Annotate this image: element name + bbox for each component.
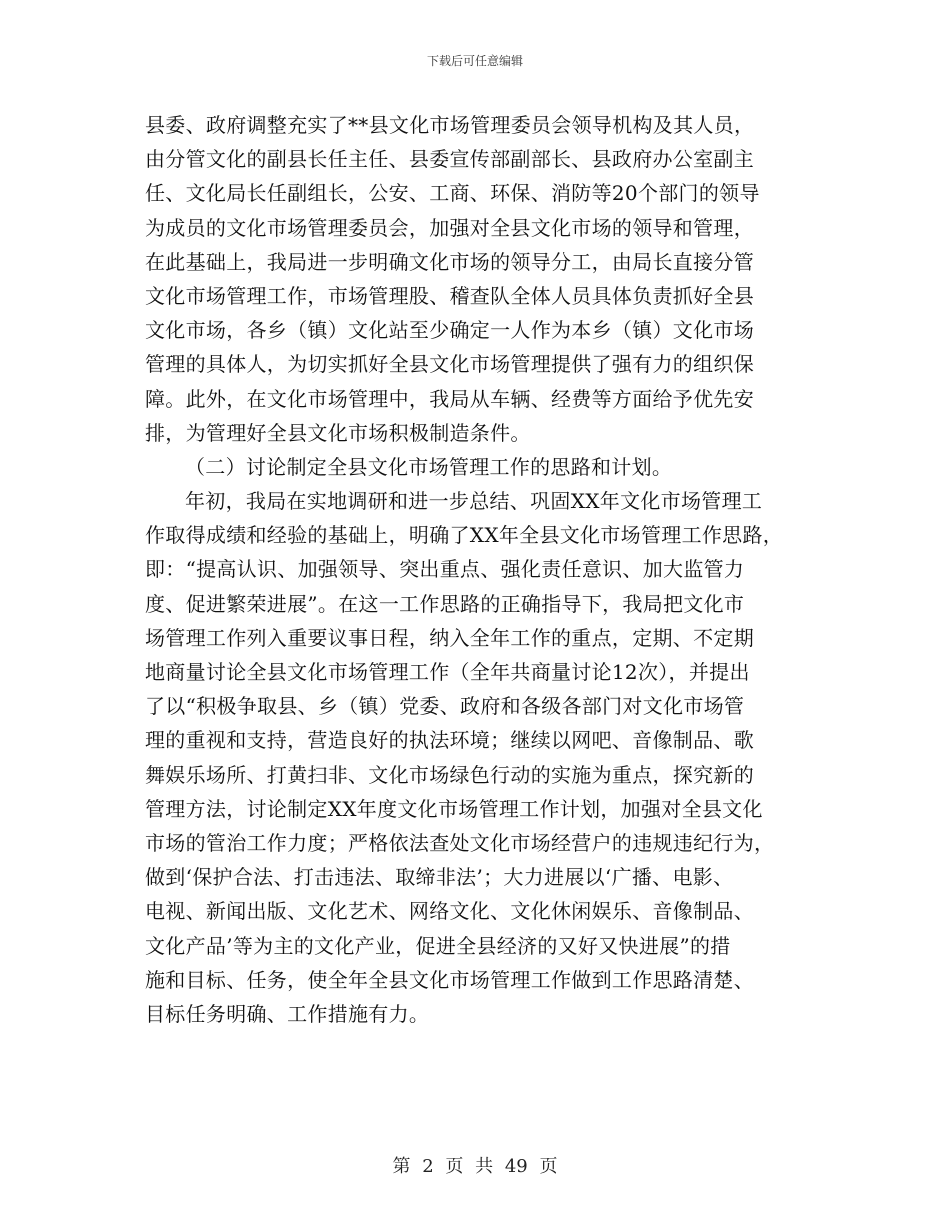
text-line: 管理方法，讨论制定XX年度文化市场管理工作计划，加强对全县文化	[145, 796, 763, 821]
text-line: 排，为管理好全县文化市场积极制造条件。	[145, 420, 531, 445]
text-line: 文化市场，各乡（镇）文化站至少确定一人作为本乡（镇）文化市场	[145, 318, 754, 343]
text-line: 舞娱乐场所、打黄扫非、文化市场绿色行动的实施为重点，探究新的	[145, 762, 754, 787]
text-line: 管理的具体人，为切实抓好全县文化市场管理提供了强有力的组织保	[145, 352, 754, 377]
text-line: 为成员的文化市场管理委员会，加强对全县文化市场的领导和管理，	[145, 215, 754, 240]
text-line: 文化市场管理工作，市场管理股、稽查队全体人员具体负责抓好全县	[145, 283, 754, 308]
text-line: 年初，我局在实地调研和进一步总结、巩固XX年文化市场管理工	[185, 489, 763, 514]
text-line: 市场的管治工作力度；严格依法查处文化市场经营户的违规违纪行为，	[145, 830, 775, 855]
text-line: 理的重视和支持，营造良好的执法环境；继续以网吧、音像制品、歌	[145, 728, 754, 753]
text-line: 度、促进繁荣进展”。在这一工作思路的正确指导下，我局把文化市	[145, 591, 745, 616]
text-line: 地商量讨论全县文化市场管理工作（全年共商量讨论12次），并提出	[145, 660, 750, 684]
text-line: 场管理工作列入重要议事日程，纳入全年工作的重点，定期、不定期	[145, 625, 754, 650]
page-header-note: 下载后可任意编辑	[426, 54, 523, 68]
text-line: 了以“积极争取县、乡（镇）党委、政府和各级各部门对文化市场管	[145, 694, 745, 719]
text-line: 即：“提高认识、加强领导、突出重点、强化责任意识、加大监管力	[145, 557, 745, 582]
text-line: 由分管文化的副县长任主任、县委宣传部副部长、县政府办公室副主	[145, 147, 754, 172]
text-line: 文化产品’等为主的文化产业，促进全县经济的又好又快进展”的措	[145, 933, 731, 958]
text-line: 在此基础上，我局进一步明确文化市场的领导分工，由局长直接分管	[145, 249, 754, 274]
document-body	[145, 108, 820, 1031]
page-number: 第 2 页 共 49 页	[392, 1156, 558, 1177]
text-line: 目标任务明确、工作措施有力。	[145, 1001, 430, 1026]
text-line: 做到‘保护合法、打击违法、取缔非法’；大力进展以‘广播、电影、	[145, 865, 734, 890]
text-line: 任、文化局长任副组长，公安、工商、环保、消防等20个部门的领导	[145, 181, 760, 206]
text-line: 电视、新闻出版、文化艺术、网络文化、文化休闲娱乐、音像制品、	[145, 899, 754, 924]
text-line: 作取得成绩和经验的基础上，明确了XX年全县文化市场管理工作思路，	[145, 523, 784, 548]
section-heading: （二）讨论制定全县文化市场管理工作的思路和计划。	[185, 454, 673, 479]
text-line: 障。此外，在文化市场管理中，我局从车辆、经费等方面给予优先安	[145, 386, 754, 411]
text-line: 县委、政府调整充实了**县文化市场管理委员会领导机构及其人员，	[145, 113, 755, 137]
text-line: 施和目标、任务，使全年全县文化市场管理工作做到工作思路清楚、	[145, 967, 754, 992]
